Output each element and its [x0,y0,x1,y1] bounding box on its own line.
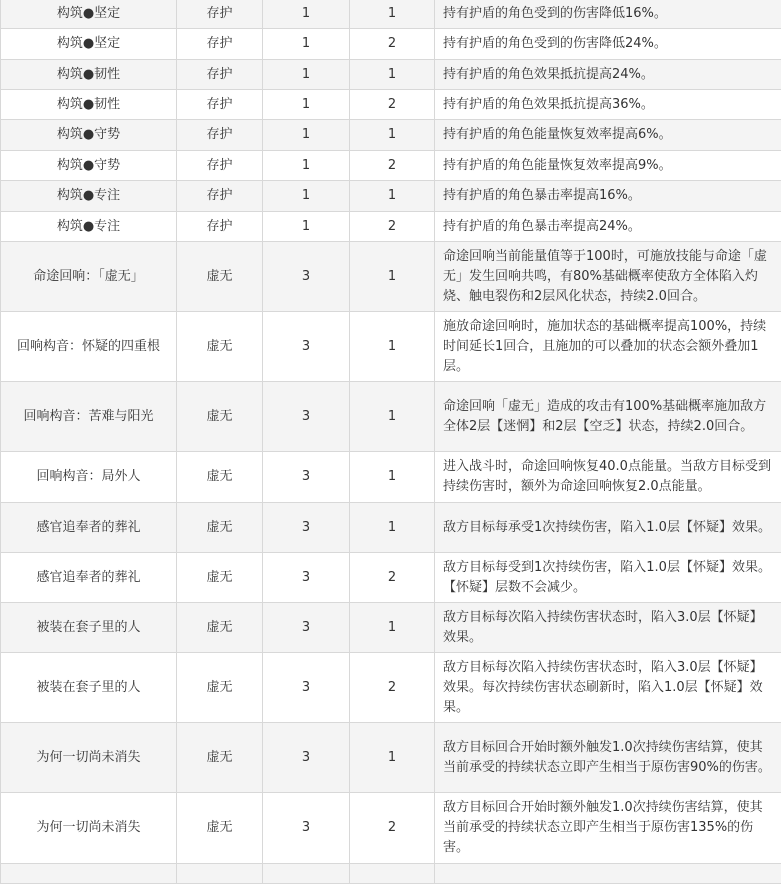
cell-effect: 持有护盾的角色能量恢复效率提高6%。 [435,120,781,151]
cell-level: 2 [350,151,435,181]
cell-type: 虚无 [177,452,263,503]
cell-effect: 敌方目标每次陷入持续伤害状态时，陷入3.0层【怀疑】效果。每次持续伤害状态刷新时，陷入1.0层【怀疑】效果。 [435,653,781,723]
cell-effect: 持有护盾的角色受到的伤害降低16%。 [435,0,781,29]
cell-type: 存护 [177,90,263,120]
table-row [1,503,781,553]
cell-name: 回响构音：苦难与阳光 [1,382,177,452]
cell-level [350,864,435,884]
cell-type: 存护 [177,29,263,60]
cell-name: 构筑●坚定 [1,29,177,60]
cell-rarity: 1 [263,29,350,60]
cell-name: 感官追奉者的葬礼 [1,503,177,553]
cell-rarity: 1 [263,181,350,212]
cell-effect: 持有护盾的角色效果抵抗提高36%。 [435,90,781,120]
cell-level: 1 [350,0,435,29]
table-row [1,242,781,312]
cell-level: 1 [350,181,435,212]
table-row [1,181,781,212]
table-row [1,0,781,29]
cell-type: 存护 [177,120,263,151]
cell-rarity: 3 [263,452,350,503]
cell-name: 构筑●守势 [1,151,177,181]
cell-effect: 持有护盾的角色暴击率提高24%。 [435,212,781,242]
table-row [1,382,781,452]
cell-rarity [263,864,350,884]
cell-effect: 持有护盾的角色效果抵抗提高24%。 [435,60,781,90]
cell-effect: 持有护盾的角色能量恢复效率提高9%。 [435,151,781,181]
table-row [1,793,781,864]
cell-name: 构筑●韧性 [1,90,177,120]
cell-rarity: 3 [263,503,350,553]
cell-type: 存护 [177,0,263,29]
cell-type: 虚无 [177,723,263,793]
cell-rarity: 3 [263,312,350,382]
cell-rarity: 1 [263,120,350,151]
cell-level: 2 [350,553,435,603]
cell-rarity: 3 [263,653,350,723]
cell-rarity: 1 [263,0,350,29]
cell-type: 存护 [177,181,263,212]
table-row [1,90,781,120]
cell-name: 回响构音：怀疑的四重根 [1,312,177,382]
cell-name: 为何一切尚未消失 [1,793,177,864]
cell-level: 2 [350,212,435,242]
cell-name: 构筑●专注 [1,181,177,212]
cell-effect: 进入战斗时，命途回响恢复40.0点能量。当敌方目标受到持续伤害时，额外为命途回响恢复2.0点能量。 [435,452,781,503]
table-row [1,212,781,242]
cell-type: 虚无 [177,503,263,553]
cell-name [1,864,177,884]
cell-level: 1 [350,60,435,90]
cell-type: 虚无 [177,242,263,312]
cell-type: 虚无 [177,793,263,864]
cell-type: 虚无 [177,382,263,452]
cell-level: 2 [350,29,435,60]
cell-rarity: 3 [263,793,350,864]
table-body [1,0,781,884]
cell-level: 1 [350,723,435,793]
cell-effect: 施放命途回响时，施加状态的基础概率提高100%，持续时间延长1回合，且施加的可以叠加的状态会额外叠加1层。 [435,312,781,382]
cell-effect: 敌方目标回合开始时额外触发1.0次持续伤害结算，使其当前承受的持续状态立即产生相当于原伤害135%的伤害。 [435,793,781,864]
cell-level: 2 [350,90,435,120]
table-row [1,60,781,90]
cell-level: 1 [350,312,435,382]
table-row [1,864,781,884]
cell-type: 存护 [177,60,263,90]
cell-effect: 命途回响当前能量值等于100时，可施放技能与命途「虚无」发生回响共鸣，有80%基础概率使敌方全体陷入灼烧、触电裂伤和2层风化状态，持续2.0回合。 [435,242,781,312]
cell-level: 1 [350,503,435,553]
cell-type: 存护 [177,151,263,181]
cell-type [177,864,263,884]
cell-type: 虚无 [177,553,263,603]
cell-level: 1 [350,603,435,653]
cell-name: 感官追奉者的葬礼 [1,553,177,603]
cell-rarity: 1 [263,212,350,242]
cell-effect: 敌方目标每承受1次持续伤害，陷入1.0层【怀疑】效果。 [435,503,781,553]
cell-type: 存护 [177,212,263,242]
cell-effect [435,864,781,884]
cell-rarity: 1 [263,151,350,181]
cell-effect: 敌方目标每次陷入持续伤害状态时，陷入3.0层【怀疑】效果。 [435,603,781,653]
table-row [1,653,781,723]
cell-name: 构筑●韧性 [1,60,177,90]
cell-name: 命途回响：「虚无」 [1,242,177,312]
table-row [1,120,781,151]
cell-rarity: 1 [263,60,350,90]
table-row [1,723,781,793]
cell-effect: 敌方目标回合开始时额外触发1.0次持续伤害结算，使其当前承受的持续状态立即产生相当于原伤害90%的伤害。 [435,723,781,793]
cell-rarity: 3 [263,723,350,793]
table-row [1,312,781,382]
cell-effect: 持有护盾的角色暴击率提高16%。 [435,181,781,212]
table-row [1,29,781,60]
cell-type: 虚无 [177,603,263,653]
table-row [1,452,781,503]
cell-level: 2 [350,653,435,723]
cell-rarity: 1 [263,90,350,120]
cell-name: 回响构音：局外人 [1,452,177,503]
table-row [1,603,781,653]
cell-effect: 持有护盾的角色受到的伤害降低24%。 [435,29,781,60]
cell-rarity: 3 [263,382,350,452]
cell-name: 构筑●坚定 [1,0,177,29]
cell-type: 虚无 [177,312,263,382]
cell-name: 构筑●守势 [1,120,177,151]
cell-name: 被装在套子里的人 [1,603,177,653]
cell-type: 虚无 [177,653,263,723]
cell-name: 为何一切尚未消失 [1,723,177,793]
cell-name: 被装在套子里的人 [1,653,177,723]
cell-rarity: 3 [263,553,350,603]
cell-level: 1 [350,382,435,452]
cell-level: 1 [350,242,435,312]
cell-rarity: 3 [263,603,350,653]
cell-level: 2 [350,793,435,864]
cell-effect: 敌方目标每受到1次持续伤害，陷入1.0层【怀疑】效果。【怀疑】层数不会减少。 [435,553,781,603]
cell-level: 1 [350,120,435,151]
table-row [1,553,781,603]
table-row [1,151,781,181]
cell-level: 1 [350,452,435,503]
cell-name: 构筑●专注 [1,212,177,242]
cell-rarity: 3 [263,242,350,312]
cell-effect: 命途回响「虚无」造成的攻击有100%基础概率施加敌方全体2层【迷惘】和2层【空乏】状态，持续2.0回合。 [435,382,781,452]
